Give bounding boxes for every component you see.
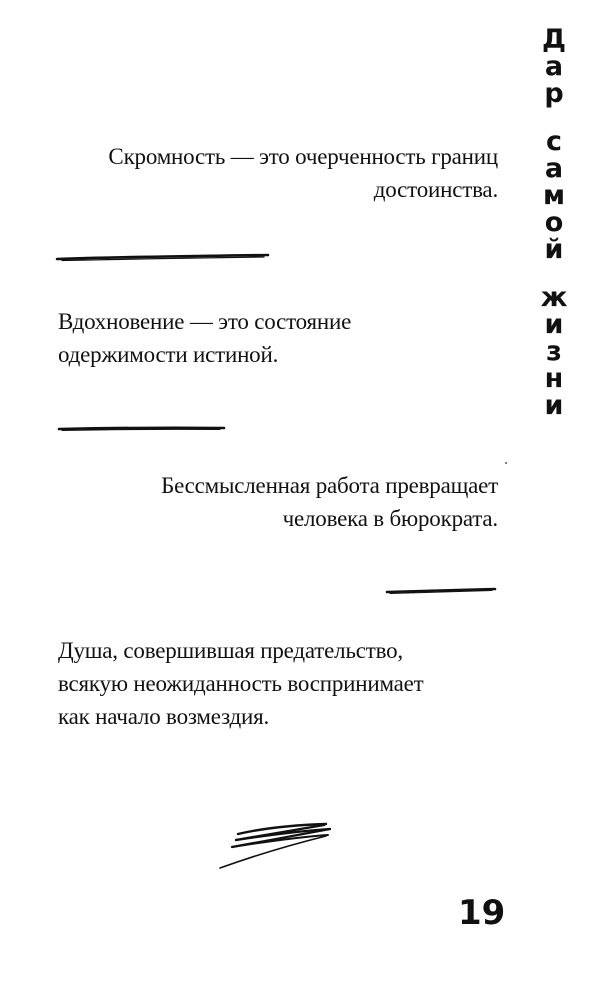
book-title-vertical: [534, 26, 574, 419]
quote-4-line-1: Душа, совершившая предательство,: [58, 638, 403, 663]
quote-3: [40, 469, 498, 535]
title-letter: а: [544, 153, 564, 184]
quote-3-line-1: Бессмысленная работа превращает: [161, 473, 498, 498]
title-gap: [534, 107, 574, 128]
title-letter: с: [545, 126, 562, 157]
quote-3-line-2: человека в бюрократа.: [282, 506, 498, 531]
title-letter: м: [542, 180, 566, 211]
quote-4-line-2: всякую неожиданность воспринимает: [58, 671, 424, 696]
title-gap: [534, 263, 574, 284]
scribble-ornament: [214, 818, 338, 874]
title-letter: н: [544, 363, 564, 394]
title-letter: и: [544, 309, 564, 340]
quote-2-line-2: одержимости истиной.: [58, 342, 279, 367]
title-letter: и: [544, 390, 564, 421]
page-number: 19: [458, 893, 506, 933]
divider-2: [56, 421, 228, 437]
title-letter: Д: [541, 24, 567, 55]
quote-4-line-3: как начало возмездия.: [58, 704, 270, 729]
quote-2-line-1: Вдохновение — это состояние: [58, 309, 352, 334]
divider-1: [54, 250, 274, 266]
title-letter: з: [546, 336, 562, 367]
quote-1-line-1: Скромность — это очерченность границ: [108, 144, 498, 169]
ink-speck: [505, 462, 507, 464]
title-letter: р: [544, 78, 564, 109]
title-letter: а: [544, 51, 564, 82]
quote-4: [58, 634, 498, 733]
quote-2: [58, 305, 458, 371]
book-title-letters: [534, 26, 574, 419]
quote-1: [40, 140, 498, 206]
divider-3: [384, 583, 498, 599]
quote-1-line-2: достоинства.: [373, 177, 498, 202]
title-letter: о: [544, 207, 564, 238]
title-letter: ж: [540, 282, 568, 313]
title-letter: й: [544, 234, 564, 265]
